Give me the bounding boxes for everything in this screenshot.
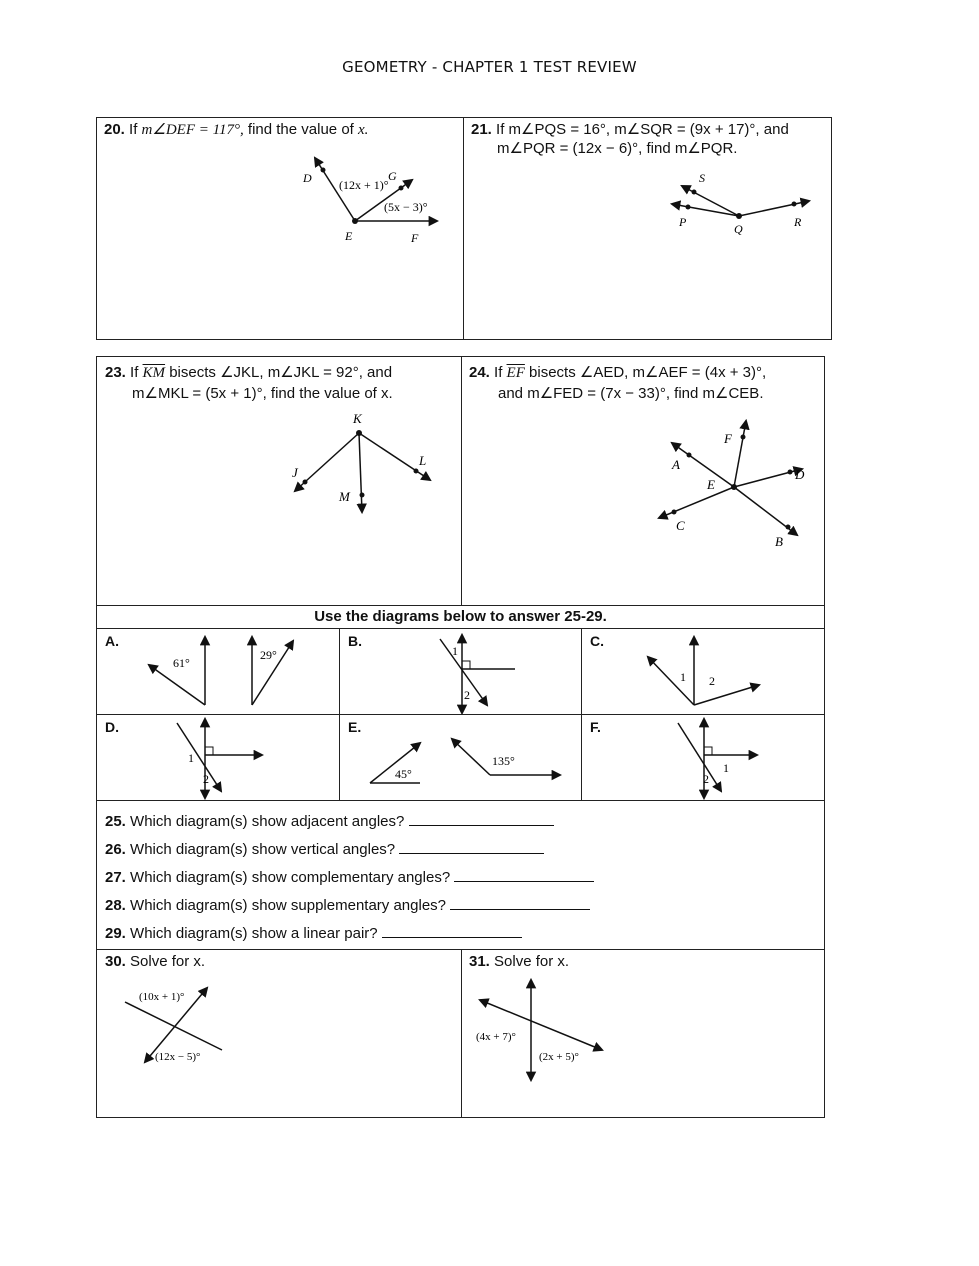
page-title: GEOMETRY - CHAPTER 1 TEST REVIEW xyxy=(342,58,637,76)
q23-label-j: J xyxy=(292,465,298,480)
diagram-c-n2: 2 xyxy=(709,674,715,688)
q30-cell xyxy=(96,949,462,1118)
question-28: 28. Which diagram(s) show supplementary angles? xyxy=(105,895,590,914)
q23-prompt: 23. If $\overline{KM}$ bisects ∠JKL, m∠JKL = 92°, and xyxy=(105,364,393,381)
answer-blank-29[interactable] xyxy=(382,923,522,938)
q24-prompt: 24. If $\overline{EF}$ bisects ∠AED, m∠AEF = (4x + 3)°, xyxy=(469,364,767,381)
diagram-e-label: E. xyxy=(348,719,362,735)
diagram-f-n2: 2 xyxy=(703,772,709,786)
q31-cell xyxy=(461,949,825,1118)
q30-exp2: (12x − 5)° xyxy=(155,1051,201,1063)
q20-exp1: (12x + 1)° xyxy=(339,178,389,192)
q24-cell xyxy=(461,356,825,606)
q20-label-d: D xyxy=(303,171,312,185)
diagram-e-cell xyxy=(339,714,582,801)
q24-label-c: C xyxy=(676,518,685,533)
q21-angle-diagram xyxy=(464,118,833,341)
diagram-e xyxy=(340,715,583,802)
q21-cell xyxy=(463,117,832,340)
diagram-e-angle1: 45° xyxy=(395,767,412,781)
diagram-f-label: F. xyxy=(590,719,601,735)
diagram-f-cell xyxy=(581,714,825,801)
q24-label-b: B xyxy=(775,534,783,549)
diagrams-heading: Use the diagrams below to answer 25-29. xyxy=(314,608,607,625)
q20-label-f: F xyxy=(411,231,419,245)
q21-label-q: Q xyxy=(734,222,743,236)
q31-exp2: (2x + 5)° xyxy=(539,1051,579,1063)
questions-cell xyxy=(96,800,825,950)
diagram-c-n1: 1 xyxy=(680,670,686,684)
diagram-d xyxy=(97,715,341,802)
q23-cell xyxy=(96,356,462,606)
question-27: 27. Which diagram(s) show complementary angles? xyxy=(105,867,594,886)
q23-label-m: M xyxy=(339,489,350,504)
diagram-d-n2: 2 xyxy=(203,772,209,786)
diagram-b xyxy=(340,629,583,716)
q23-prompt-line2: m∠MKL = (5x + 1)°, find the value of x. xyxy=(132,385,393,402)
diagram-a-cell xyxy=(96,628,340,715)
q21-prompt: 21. If m∠PQS = 16°, m∠SQR = (9x + 17)°, and xyxy=(471,121,789,138)
q30-diagram xyxy=(97,950,463,1119)
diagram-a xyxy=(97,629,341,716)
q21-prompt-line2: m∠PQR = (12x − 6)°, find m∠PQR. xyxy=(497,140,738,157)
q24-label-d: D xyxy=(795,467,805,482)
diagram-a-angle1: 61° xyxy=(173,656,190,670)
q20-label-e: E xyxy=(345,229,353,243)
diagram-e-angle2: 135° xyxy=(492,754,515,768)
diagram-a-angle2: 29° xyxy=(260,648,277,662)
q20-cell xyxy=(96,117,464,340)
diagram-d-label: D. xyxy=(105,719,119,735)
q21-label-r: R xyxy=(794,215,802,229)
q24-angle-diagram xyxy=(462,357,826,607)
q24-prompt-line2: and m∠FED = (7x − 33)°, find m∠CEB. xyxy=(498,385,764,402)
q30-exp1: (10x + 1)° xyxy=(139,991,185,1003)
diagram-d-n1: 1 xyxy=(188,751,194,765)
answer-blank-25[interactable] xyxy=(409,811,554,826)
q23-label-k: K xyxy=(353,411,362,426)
q24-label-f: F xyxy=(724,431,732,446)
question-26: 26. Which diagram(s) show vertical angles? xyxy=(105,839,544,858)
diagram-b-cell xyxy=(339,628,582,715)
q24-label-a: A xyxy=(672,457,680,472)
q20-label-g: G xyxy=(388,169,397,183)
diagram-c xyxy=(582,629,826,716)
question-29: 29. Which diagram(s) show a linear pair? xyxy=(105,923,522,942)
diagram-b-n2: 2 xyxy=(464,688,470,702)
diagram-f xyxy=(582,715,826,802)
q23-label-l: L xyxy=(419,453,427,468)
q20-exp2: (5x − 3)° xyxy=(384,200,428,214)
diagram-d-cell xyxy=(96,714,340,801)
q31-exp1: (4x + 7)° xyxy=(476,1031,516,1043)
q21-label-p: P xyxy=(679,215,687,229)
answer-blank-27[interactable] xyxy=(454,867,594,882)
answer-blank-26[interactable] xyxy=(399,839,544,854)
diagram-f-n1: 1 xyxy=(723,761,729,775)
diagrams-heading-cell xyxy=(96,605,825,629)
diagram-c-label: C. xyxy=(590,633,604,649)
q23-angle-diagram xyxy=(97,357,463,607)
q31-diagram xyxy=(462,950,826,1119)
question-25: 25. Which diagram(s) show adjacent angles? xyxy=(105,811,554,830)
diagram-b-label: B. xyxy=(348,633,362,649)
q31-prompt: 31. Solve for x. xyxy=(469,953,570,970)
q20-angle-diagram xyxy=(97,118,465,341)
diagram-b-n1: 1 xyxy=(452,644,458,658)
q21-label-s: S xyxy=(699,171,705,185)
q24-label-e: E xyxy=(707,477,715,492)
answer-blank-28[interactable] xyxy=(450,895,590,910)
q30-prompt: 30. Solve for x. xyxy=(105,953,206,970)
diagram-c-cell xyxy=(581,628,825,715)
diagram-a-label: A. xyxy=(105,633,119,649)
q20-prompt: 20. If m∠DEF = 117°, find the value of x. xyxy=(104,121,369,138)
